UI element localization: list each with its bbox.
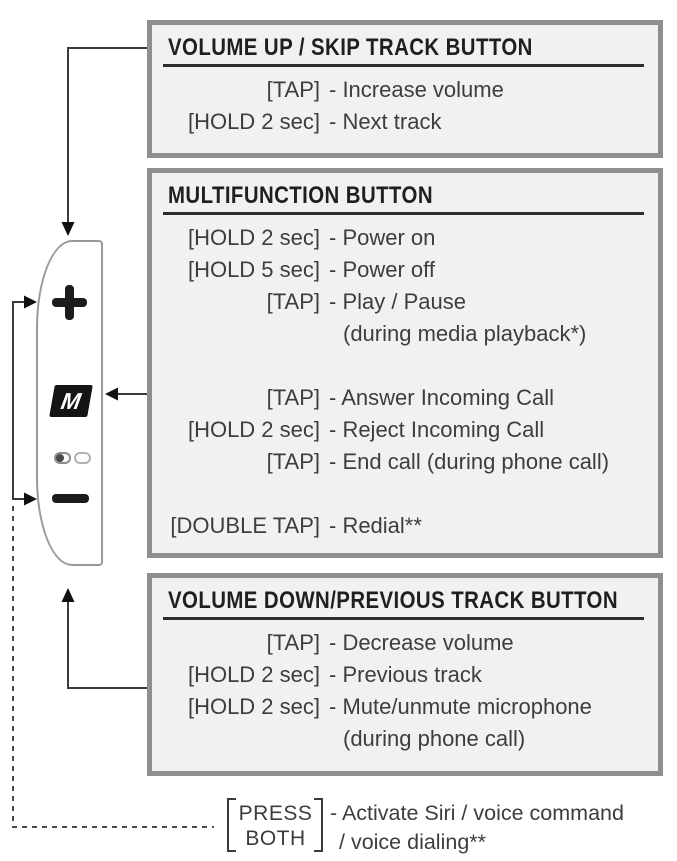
panel-title: VOLUME DOWN/PREVIOUS TRACK BUTTON	[168, 587, 618, 614]
panel-title: VOLUME UP / SKIP TRACK BUTTON	[168, 34, 533, 61]
left-bracket-icon	[227, 798, 236, 852]
action-description: - Answer Incoming Call	[329, 385, 554, 410]
gesture-label: [TAP]	[266, 385, 320, 410]
description-line: / voice dialing**	[339, 830, 487, 854]
gesture-label	[152, 723, 320, 755]
action-row-continuation	[152, 318, 658, 350]
press-both-word: PRESS	[238, 802, 313, 825]
gesture-label: [HOLD 2 sec]	[187, 109, 320, 134]
volume-down-minus-icon	[52, 494, 89, 503]
press-both-description	[330, 799, 624, 857]
action-rows	[152, 215, 658, 542]
multifunction-m-logo-icon	[49, 385, 93, 417]
action-description: - Previous track	[329, 662, 482, 687]
action-row-continuation	[152, 723, 658, 755]
multifunction-arrowhead-icon	[105, 388, 118, 401]
press-both-label	[237, 801, 314, 851]
action-description: - Power off	[329, 257, 435, 282]
gesture-label: [TAP]	[266, 289, 320, 314]
panel-multifunction	[147, 168, 663, 558]
action-row	[152, 446, 658, 478]
action-description: - Power on	[329, 225, 436, 250]
gesture-label: [TAP]	[266, 630, 320, 655]
press-both-bottom-arrowhead-icon	[24, 493, 37, 506]
action-row	[152, 286, 658, 318]
toggle-empty-pill-icon	[74, 452, 91, 464]
action-rows	[152, 620, 658, 755]
volume-down-arrowhead-icon	[62, 588, 75, 602]
row-spacer	[152, 350, 658, 382]
action-row	[152, 691, 658, 723]
action-row	[152, 106, 658, 138]
gesture-label: [HOLD 2 sec]	[187, 225, 320, 250]
action-row	[152, 382, 658, 414]
action-row	[152, 254, 658, 286]
action-description: - End call (during phone call)	[329, 449, 610, 474]
gesture-label: [HOLD 5 sec]	[187, 257, 320, 282]
remote-device	[36, 240, 103, 566]
action-description: - Play / Pause	[329, 289, 466, 314]
gesture-label: [HOLD 2 sec]	[187, 417, 320, 442]
action-description: - Next track	[329, 109, 442, 134]
gesture-label: [HOLD 2 sec]	[187, 662, 320, 687]
action-row	[152, 659, 658, 691]
slider-indicator-icon	[54, 452, 91, 464]
m-logo-letter: M	[59, 387, 83, 414]
gesture-label	[152, 318, 320, 350]
action-description: - Decrease volume	[329, 630, 514, 655]
volume-down-arrow-line	[68, 600, 148, 688]
panel-title: MULTIFUNCTION BUTTON	[168, 182, 433, 209]
action-description: - Mute/unmute microphone	[329, 694, 592, 719]
action-description: - Increase volume	[329, 77, 504, 102]
action-description: - Reject Incoming Call	[329, 417, 545, 442]
gesture-label: [TAP]	[266, 77, 320, 102]
press-both-bracket-line	[13, 302, 26, 499]
action-row	[152, 74, 658, 106]
action-description: (during media playback*)	[343, 321, 587, 346]
action-row	[152, 222, 658, 254]
action-row	[152, 414, 658, 446]
panel-volume-up-skip-track	[147, 20, 663, 158]
panel-volume-down-previous-track	[147, 573, 663, 776]
action-description: (during phone call)	[343, 726, 526, 751]
gesture-label: [TAP]	[266, 449, 320, 474]
press-both-word: BOTH	[245, 827, 306, 850]
action-row	[152, 510, 658, 542]
volume-up-arrow-line	[68, 48, 148, 224]
press-both-top-arrowhead-icon	[24, 296, 37, 309]
toggle-filled-pill-icon	[54, 452, 71, 464]
action-rows	[152, 67, 658, 138]
right-bracket-icon	[314, 798, 323, 852]
gesture-label: [HOLD 2 sec]	[187, 694, 320, 719]
gesture-label: [DOUBLE TAP]	[170, 513, 320, 538]
volume-up-arrowhead-icon	[62, 222, 75, 236]
row-spacer	[152, 478, 658, 510]
description-line: - Activate Siri / voice command	[330, 801, 624, 825]
action-description: - Redial**	[329, 513, 422, 538]
action-row	[152, 627, 658, 659]
